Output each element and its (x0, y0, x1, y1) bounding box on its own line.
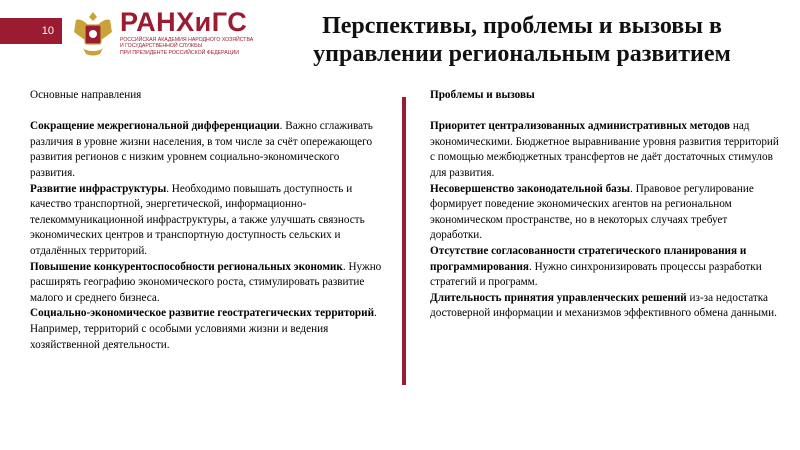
column-heading: Проблемы и вызовы (430, 89, 535, 101)
item-text: из-за недостатка достоверной информации и механизмов эффективного обмена данными. (430, 291, 777, 320)
problems-column (430, 88, 782, 322)
brand-subtitle-line: РОССИЙСКАЯ АКАДЕМИЯ НАРОДНОГО ХОЗЯЙСТВА (120, 37, 254, 43)
slide-title (262, 12, 782, 68)
item-text: . Например, территорий с особыми условиями жизни и ведения хозяйственной деятельности. (30, 307, 377, 351)
slide-title-line: управлении региональным развитием (313, 41, 731, 67)
item-text: . Нужно синхронизировать процессы разработки стратегий и программ. (430, 260, 762, 289)
item-title: Несовершенство законодательной базы (430, 182, 631, 195)
slide-number: 10 (41, 25, 54, 37)
list-item (30, 182, 385, 260)
item-title: Повышение конкурентоспособности региональных экономик (30, 260, 343, 273)
item-title: Социально-экономическое развитие геостратегических территорий (30, 307, 375, 320)
item-text: . Нужно расширять географию экономического роста, стимулировать развитие малого и среднего бизнеса. (30, 260, 382, 304)
column-heading: Основные направления (30, 89, 142, 101)
item-title: Отсутствие согласованности стратегического планирования и программирования (430, 244, 747, 273)
list-item (430, 291, 782, 322)
brand-name: РАНХиГС (120, 7, 248, 37)
list-item (430, 182, 782, 244)
item-text: . Правовое регулирование формирует поведение экономических агентов на региональном экономическом пространстве, но в некоторых случаях требует доработки. (430, 182, 754, 242)
item-title: Приоритет централизованных административных методов (430, 120, 731, 133)
ranepa-emblem-icon (70, 8, 116, 58)
list-item (30, 119, 385, 181)
brand-block (120, 7, 254, 56)
list-item (30, 260, 385, 307)
brand-subtitle (120, 37, 254, 56)
slide-title-line: Перспективы, проблемы и вызовы в (322, 13, 722, 39)
item-text: . Необходимо повышать доступность и качество транспортной, энергетической, информационно-телекоммуникационной инфраструктуры, а также улучшать связность экономических центров и транспортную доступность сельских и отдалённых территорий. (30, 182, 365, 257)
main-directions-column (30, 88, 385, 353)
list-item (30, 306, 385, 353)
slide-number-badge (0, 18, 62, 44)
column-divider (402, 97, 406, 385)
item-title: Развитие инфраструктуры (30, 182, 167, 195)
item-title: Длительность принятия управленческих решений (430, 291, 687, 304)
item-text: над экономическими. Бюджетное выравнивание уровня развития территорий с помощью межбюджетных трансфертов не даёт достаточных стимулов для развития. (430, 120, 779, 179)
list-item (430, 244, 782, 291)
item-title: Сокращение межрегиональной дифференциации (30, 120, 280, 133)
list-item (430, 119, 782, 181)
item-text: . Важно сглаживать различия в уровне жизни населения, в том числе за счёт опережающего развития регионов с низким уровнем социально-экономического развития. (30, 120, 373, 179)
brand-subtitle-line: ПРИ ПРЕЗИДЕНТЕ РОССИЙСКОЙ ФЕДЕРАЦИИ (120, 49, 240, 56)
brand-subtitle-line: И ГОСУДАРСТВЕННОЙ СЛУЖБЫ (120, 43, 203, 50)
